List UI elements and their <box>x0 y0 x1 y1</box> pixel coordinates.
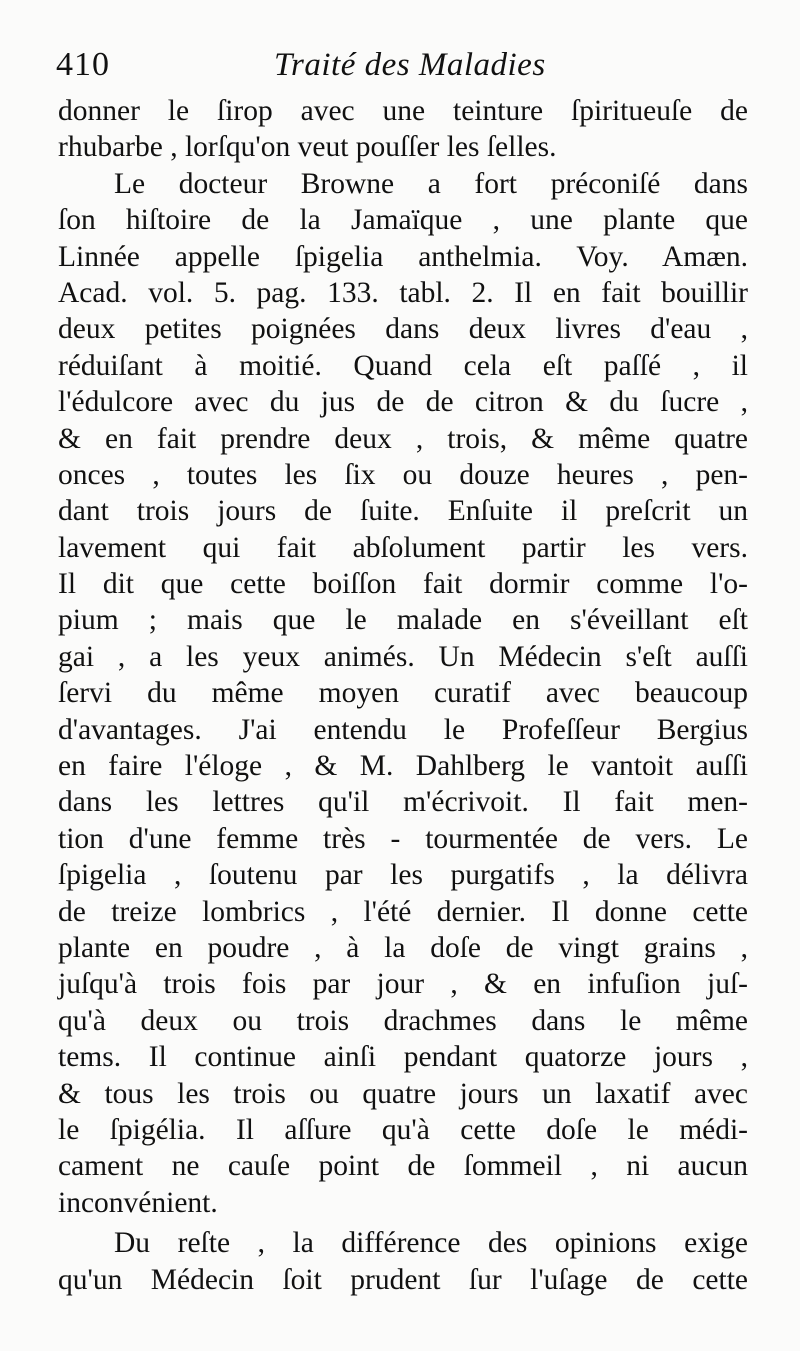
text-line: ſpigelia , ſoutenu par les purgatifs , la délivra <box>58 859 748 892</box>
text-line: qu'un Médecin ſoit prudent ſur l'uſage de cette <box>58 1263 748 1296</box>
text-line: Il dit que cette boiſſon fait dormir comme l'o- <box>58 568 748 601</box>
text-line: en faire l'éloge , & M. Dahlberg le vantoit auſſi <box>58 750 748 783</box>
text-line: inconvénient. <box>58 1186 218 1219</box>
text-line: cament ne cauſe point de ſommeil , ni aucun <box>58 1150 748 1183</box>
page-number: 410 <box>56 46 110 83</box>
text-line: dans les lettres qu'il m'écrivoit. Il fait men- <box>58 786 748 819</box>
text-line: juſqu'à trois fois par jour , & en infuſion juſ- <box>58 968 748 1001</box>
page-header <box>56 44 756 86</box>
text-line: d'avantages. J'ai entendu le Profeſſeur Bergius <box>58 713 748 746</box>
text-line: le ſpigélia. Il aſſure qu'à cette doſe le médi- <box>58 1113 748 1146</box>
text-line: Acad. vol. 5. pag. 133. tabl. 2. Il en fait bouillir <box>58 276 748 309</box>
text-line: Linnée appelle ſpigelia anthelmia. Voy. Amæn. <box>58 240 748 273</box>
body-text <box>58 93 748 1298</box>
text-line: pium ; mais que le malade en s'éveillant eſt <box>58 604 748 637</box>
text-line: rhubarbe , lorſqu'on veut pouſſer les ſelles. <box>58 131 557 164</box>
text-line: & tous les trois ou quatre jours un laxatif avec <box>58 1077 748 1110</box>
text-line: & en fait prendre deux , trois, & même quatre <box>58 422 748 455</box>
text-line: qu'à deux ou trois drachmes dans le même <box>58 1004 748 1037</box>
text-line: onces , toutes les ſix ou douze heures , pen- <box>58 458 748 491</box>
text-line: dant trois jours de ſuite. Enſuite il preſcrit un <box>58 495 748 528</box>
text-line: deux petites poignées dans deux livres d'eau , <box>58 313 748 346</box>
text-line: Le docteur Browne a fort préconiſé dans <box>114 167 748 200</box>
text-line: tion d'une femme très - tourmentée de vers. Le <box>58 822 748 855</box>
text-line: gai , a les yeux animés. Un Médecin s'eſt auſſi <box>58 640 748 673</box>
text-line: ſon hiſtoire de la Jamaïque , une plante que <box>58 204 748 237</box>
text-line: lavement qui fait abſolument partir les vers. <box>58 531 748 564</box>
text-line: l'édulcore avec du jus de de citron & du ſucre , <box>58 386 748 419</box>
text-line: Du reſte , la différence des opinions exige <box>114 1227 748 1260</box>
text-line: de treize lombrics , l'été dernier. Il donne cette <box>58 895 748 928</box>
text-line: tems. Il continue ainſi pendant quatorze jours , <box>58 1041 748 1074</box>
running-title: Traité des Maladies <box>274 47 546 83</box>
text-line: plante en poudre , à la doſe de vingt grains , <box>58 931 748 964</box>
text-line: réduiſant à moitié. Quand cela eſt paſſé , il <box>58 349 748 382</box>
text-line: ſervi du même moyen curatif avec beaucoup <box>58 677 748 710</box>
text-line: donner le ſirop avec une teinture ſpiritueuſe de <box>58 95 748 127</box>
